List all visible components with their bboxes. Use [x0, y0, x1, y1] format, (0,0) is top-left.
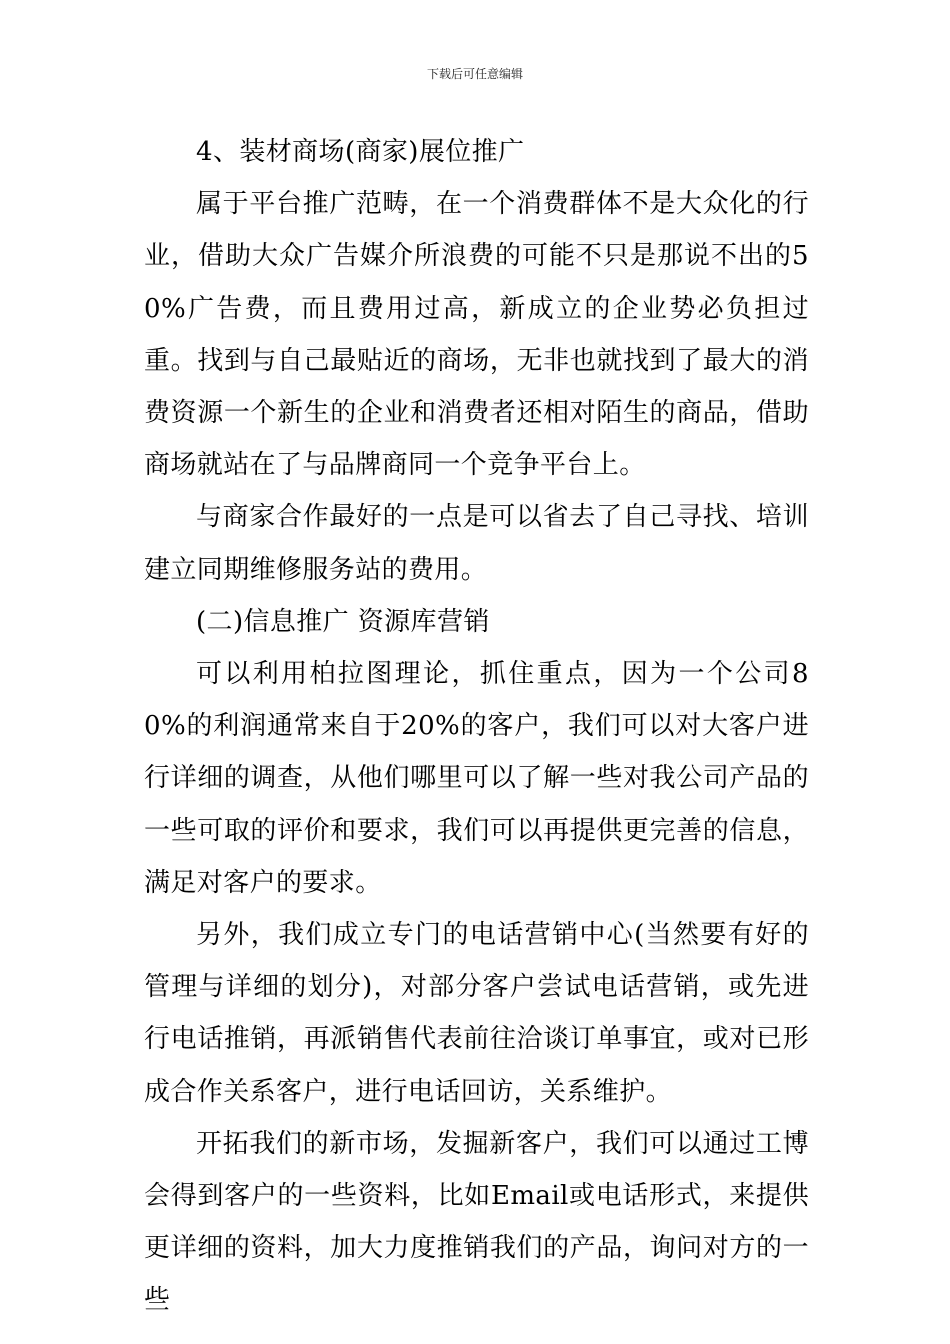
document-body: [144, 126, 809, 1327]
paragraph-pareto-theory: 可以利用柏拉图理论，抓住重点，因为一个公司80%的利润通常来自于20%的客户，我们可以对大客户进行详细的调查，从他们哪里可以了解一些对我公司产品的一些可取的评价和要求，我们可以再提供更完善的信息，满足对客户的要求。: [144, 659, 809, 898]
section-heading-booth-promotion: 4、装材商场(商家)展位推广: [196, 137, 525, 167]
paragraph-telemarketing: 另外，我们成立专门的电话营销中心(当然要有好的管理与详细的划分)，对部分客户尝试电话营销，或先进行电话推销，再派销售代表前往洽谈订单事宜，或对已形成合作关系客户，进行电话回访，关系维护。: [144, 920, 809, 1107]
page-header-note: 下载后可任意编辑: [426, 67, 523, 81]
paragraph-platform-promotion: 属于平台推广范畴，在一个消费群体不是大众化的行业，借助大众广告媒介所浪费的可能不只是那说不出的50%广告费，而且费用过高，新成立的企业势必负担过重。找到与自己最贴近的商场，无非也就找到了最大的消费资源一个新生的企业和消费者还相对陌生的商品，借助商场就站在了与品牌商同一个竞争平台上。: [144, 189, 809, 481]
section-heading-info-promotion: (二)信息推广 资源库营销: [196, 606, 490, 637]
paragraph-new-market: 开拓我们的新市场，发掘新客户，我们可以通过工博会得到客户的一些资料，比如Email或电话形式，来提供更详细的资料，加大力度推销我们的产品，询问对方的一些: [144, 1128, 809, 1316]
paragraph-merchant-cooperation: 与商家合作最好的一点是可以省去了自己寻找、培训建立同期维修服务站的费用。: [144, 502, 809, 585]
